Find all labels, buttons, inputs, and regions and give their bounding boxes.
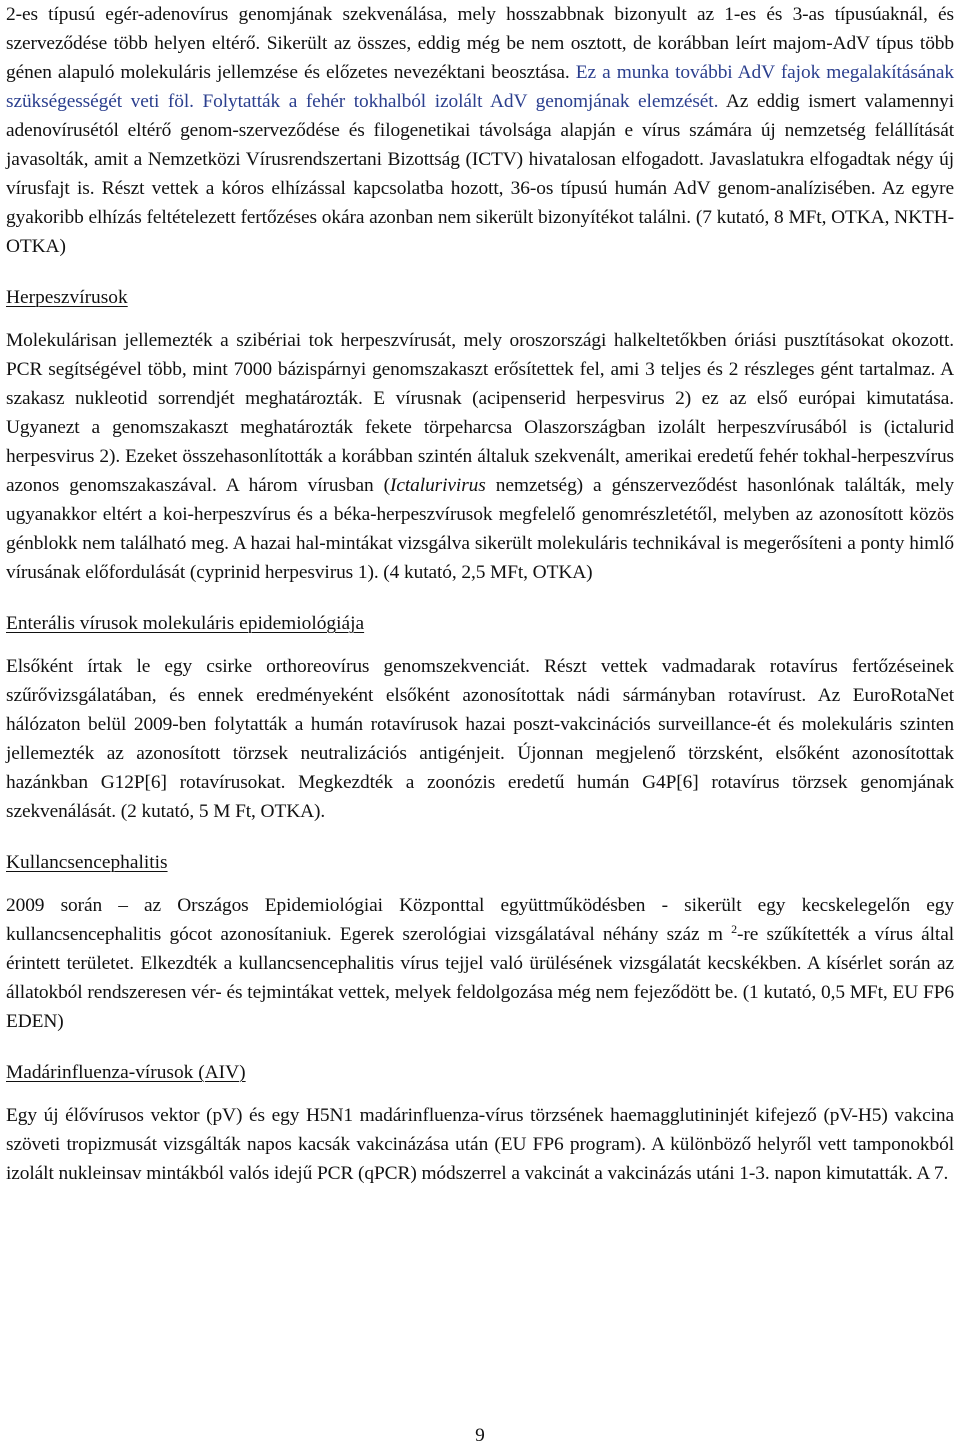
genus-name-italic: Ictalurivirus bbox=[390, 475, 486, 496]
tbe-text-2: -re szűkítették a vírus által érintett területet. Elkezdték a kullancsencephalitis vírus tejjel való ürülésének vizsgálatát kecskékben. A kísérlet során az állatokból rendszeresen vér- és tejmintákat vettek, melyek feldolgozása még nem fejeződött be. (1 kutató, 0,5 MFt, EU FP6 EDEN) bbox=[6, 924, 955, 1032]
section-heading-tick-borne-encephalitis: Kullancsencephalitis bbox=[6, 852, 168, 873]
adenovirus-paragraph bbox=[6, 0, 954, 261]
tick-borne-encephalitis-paragraph bbox=[6, 891, 954, 1036]
page-number: 9 bbox=[475, 1425, 485, 1446]
tbe-text-1: 2009 során – az Országos Epidemiológiai Központtal együttműködésben - sikerült egy kecskelegelőn egy kullancsencephalitis gócot azonosítaniuk. Egerek szerológiai vizsgálatával néhány száz m bbox=[6, 895, 954, 945]
superscript-exponent: 2 bbox=[731, 922, 738, 936]
herpesvirus-paragraph bbox=[6, 326, 954, 587]
section-heading-herpesviruses: Herpeszvírusok bbox=[6, 287, 128, 308]
section-heading-avian-influenza: Madárinfluenza-vírusok (AIV) bbox=[6, 1062, 246, 1083]
section-heading-enteral-viruses: Enterális vírusok molekuláris epidemiológiája bbox=[6, 613, 365, 634]
herpesvirus-text-2: nemzetség) a génszerveződést hasonlónak találták, mely ugyanakkor eltért a koi-herpeszvírus és a béka-herpeszvírusok megfelelő genomrészletétől, melyben az azonosított közös génblokk nem található meg. A hazai hal-mintákat vizsgálva sikerült molekuláris technikával is megerősíteni a ponty himlő vírusának előfordulását (cyprinid herpesvirus 1). (4 kutató, 2,5 MFt, OTKA) bbox=[6, 475, 954, 583]
adenovirus-text-1: 2-es típusú egér-adenovírus genomjának szekvenálása, mely hosszabbnak bizonyult az 1-es és 3-as típusúaknál, és szerveződése több helyen eltérő. Sikerült az összes, eddig még be nem osztott, de korábban leírt majom-AdV típus több génen alapuló molekuláris jellemzése és előzetes nevezéktani beosztása. bbox=[6, 4, 954, 83]
enteral-virus-paragraph: Elsőként írtak le egy csirke orthoreovírus genomszekvenciát. Részt vettek vadmadarak rotavírus fertőzéseinek szűrővizsgálatában, és ennek eredményeként elsőként azonosítottak nádi sármányban rotavírust. Az EuroRotaNet hálózaton belül 2009-ben folytatták a humán rotavírusok hazai poszt-vakcinációs surveillance-ét és molekuláris szinten jellemezték az azonosított törzsek neutralizációs antigénjeit. Újonnan megjelenő törzsként, elsőként azonosítottak hazánkban G12P[6] rotavírusokat. Megkezdték a zoonózis eredetű humán G4P[6] rotavírus törzsek genomjának szekvenálását. (2 kutató, 5 M Ft, OTKA). bbox=[6, 656, 954, 822]
adenovirus-text-3: Az eddig ismert valamennyi adenovírusétól eltérő genom-szerveződése és filogenetikai távolsága alapján e vírus számára új nemzetség felállítását javasolták, amit a Nemzetközi Vírusrendszertani Bizottság (ICTV) hivatalosan elfogadott. Javaslatukra elfogadtak négy új vírusfajt is. Részt vettek a kóros elhízással kapcsolatba hozott, 36-os típusú humán AdV genom-analízisében. Az egyre gyakoribb elhízás feltételezett fertőzéses okára azonban nem sikerült bizonyítékot találni. (7 kutató, 8 MFt, OTKA, NKTH-OTKA) bbox=[6, 91, 954, 257]
herpesvirus-text-1: Molekulárisan jellemezték a szibériai tok herpeszvírusát, mely oroszországi halkeltetőkben óriási pusztításokat okozott. PCR segítségével több, mint 7000 bázispárnyi genomszakaszt erősítettek fel, ami 3 teljes és 2 részleges gént tartalmaz. A szakasz nukleotid sorrendjét meghatározták. E vírusnak (acipenserid herpesvirus 2) ez az első európai kimutatása. Ugyanezt a genomszakaszt meghatározták fekete törpeharcsa Olaszországban izolált herpeszvírusából is (ictalurid herpesvirus 2). Ezeket összehasonlították a korábban szintén általuk szekvenált, amerikai eredetű fehér tokhal-herpeszvírus azonos genomszakaszával. A három vírusban ( bbox=[6, 330, 954, 496]
avian-influenza-paragraph: Egy új élővírusos vektor (pV) és egy H5N1 madárinfluenza-vírus törzsének haemagglutininjét kifejező (pV-H5) vakcina szöveti tropizmusát vizsgálták napos kacsák vakcinázása után (EU FP6 program). A különböző helyről vett tamponokból izolált nukleinsav mintákból valós idejű PCR (qPCR) módszerrel a vakcinát a vakcinázás utáni 1-3. napon kimutatták. A 7. bbox=[6, 1105, 954, 1184]
adenovirus-text-2: Ez a munka további AdV fajok megalakításának szükségességét veti föl. Folytatták a fehér tokhalból izolált AdV genomjának elemzését. bbox=[6, 62, 955, 112]
document-page bbox=[6, 0, 954, 1188]
